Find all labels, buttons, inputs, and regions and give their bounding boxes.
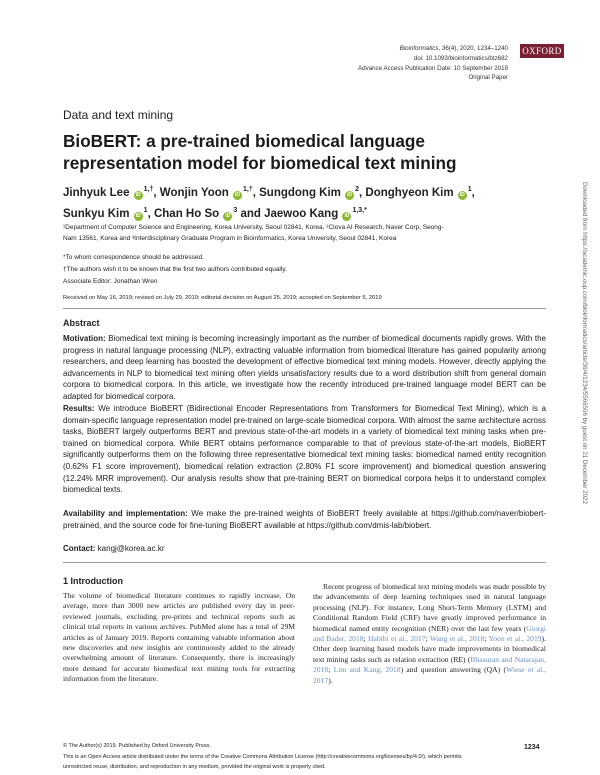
page-number: 1234 bbox=[524, 744, 540, 751]
intro-right-text: ). Other deep learning based models have made improvements in biomedical text mining tasks such as relation extraction (RE) ( bbox=[313, 634, 546, 664]
author-name[interactable]: Sungdong Kim bbox=[259, 186, 341, 199]
license-line: unrestricted reuse, distribution, and reproduction in any medium, provided the original work is properly cited. bbox=[63, 764, 326, 770]
author-affiliation-marker: 1,† bbox=[243, 186, 253, 193]
author-name[interactable]: Wonjin Yoon bbox=[159, 186, 229, 199]
doi[interactable]: doi: 10.1093/bioinformatics/btz682 bbox=[413, 54, 508, 62]
orcid-icon[interactable]: iD bbox=[135, 191, 141, 198]
abstract-results bbox=[63, 403, 546, 496]
citation-link[interactable]: Bhasuran and Natarajan, 2018 bbox=[313, 654, 546, 675]
journal-header bbox=[358, 44, 508, 83]
author-name[interactable]: Sunkyu Kim bbox=[63, 207, 130, 220]
author-list: Jinhyuk Lee $iD^{1,\dagger}$, Wonjin Yoon $iD^{1,\dagger}$, Sungdong Kim $iD^2$, Donghyeon Kim $iD^1$, Sunkyu Kim $iD^1$, Chan Ho So $iD^3$ and Jaewoo Kang $iD^{1,3,*}$ bbox=[63, 186, 475, 220]
author-affiliation-marker: 1 bbox=[143, 206, 148, 214]
author-affiliation-marker: 3 bbox=[233, 206, 238, 214]
paper-title bbox=[63, 130, 503, 174]
advance-access-date: Advance Access Publication Date: 10 September 2019 bbox=[358, 64, 508, 72]
received-dates: Received on May 16, 2019; revised on July 29, 2019; editorial decision on August 25, 2019; accepted on September 5, 2019 bbox=[63, 295, 382, 301]
introduction-heading: 1 Introduction bbox=[63, 576, 123, 586]
citation-separator: ; bbox=[425, 634, 430, 644]
correspondence-note: *To whom correspondence should be addressed. bbox=[63, 254, 204, 261]
affiliation-line: ¹Department of Computer Science and Engineering, Korea University, Seoul 02841, Korea, ²Clova AI Research, Naver Corp, Seong- bbox=[63, 224, 444, 231]
citation-separator: ; bbox=[328, 665, 334, 675]
contact-email[interactable]: kangj@korea.ac.kr bbox=[95, 544, 165, 553]
citation-separator: ; bbox=[363, 634, 368, 644]
results-label: Results: bbox=[63, 404, 95, 413]
divider bbox=[63, 562, 546, 563]
author-affiliation-marker: 1,3,* bbox=[352, 206, 367, 214]
citation-link[interactable]: Habibi et al., 2017 bbox=[367, 634, 426, 644]
orcid-icon[interactable]: iD bbox=[135, 212, 141, 219]
download-sidebar bbox=[582, 182, 594, 742]
author-name[interactable]: Jinhyuk Lee bbox=[63, 186, 130, 199]
author-name[interactable]: Jaewoo Kang bbox=[264, 207, 339, 220]
citation-link[interactable]: Lim and Kang, 2018 bbox=[333, 665, 401, 675]
orcid-icon[interactable]: iD bbox=[225, 212, 231, 219]
journal-name: Bioinformatics bbox=[399, 45, 439, 52]
orcid-icon[interactable]: iD bbox=[459, 191, 465, 198]
citation-separator: ; bbox=[484, 634, 489, 644]
contact-label: Contact: bbox=[63, 544, 96, 553]
author-and: and bbox=[240, 207, 261, 220]
affiliation-line: Nam 13561, Korea and ³Interdisciplinary Graduate Program in Bioinformatics, Korea University, Seoul 02841, Korea bbox=[63, 235, 397, 242]
section-label: Data and text mining bbox=[63, 108, 174, 122]
availability-text[interactable]: We make the pre-trained weights of BioBERT freely available at https://github.com/naver/biobert-pretrained, and the source code for fine-tuning BioBERT available at https://github.com/dmis-lab/biobert. bbox=[63, 509, 547, 530]
availability-label: Availability and implementation: bbox=[63, 509, 188, 518]
author-affiliation-marker: 2 bbox=[355, 186, 359, 193]
author-affiliation-marker: 1,† bbox=[143, 186, 154, 193]
author-name[interactable]: Chan Ho So bbox=[153, 207, 220, 220]
orcid-icon[interactable]: iD bbox=[235, 191, 240, 198]
affiliations bbox=[63, 222, 545, 244]
copyright-line: © The Author(s) 2019. Published by Oxford University Press. bbox=[63, 743, 211, 749]
results-text: We introduce BioBERT (Bidirectional Encoder Representations from Transformers for Biomedical Text Mining), which is a domain-specific language representation model pre-trained on large-scale biomedical corpora. With almost the same architecture across tasks, BioBERT largely outperforms BERT and previous state-of-the-art models in a variety of biomedical text mining tasks when pre-trained on biomedical corpora. While BERT obtains performance comparable to that of previous state-of-the-art models, BioBERT significantly outperforms them on the following three representative biomedical text mining tasks: biomedical named entity recognition (0.62% F1 score improvement), biomedical relation extraction (2.80% F1 score improvement) and biomedical question answering (12.24% MRR improvement). Our analysis results show that pre-training BERT on biomedical corpora helps it to understand complex biomedical texts. bbox=[63, 404, 546, 495]
license-line: This is an Open Access article distributed under the terms of the Creative Commons Attribution License (http://creativecommons.org/licenses/by/4.0/), which permits bbox=[63, 754, 462, 760]
citation-link[interactable]: Wiese et al., 2017 bbox=[313, 665, 546, 685]
intro-right-text: ). bbox=[328, 675, 333, 685]
title-line-2: representation model for biomedical text mining bbox=[63, 153, 457, 173]
divider bbox=[63, 308, 546, 309]
associate-editor: Associate Editor: Jonathan Wren bbox=[63, 278, 158, 285]
journal-citation: , 36(4), 2020, 1234–1240 bbox=[438, 45, 508, 52]
orcid-icon[interactable]: iD bbox=[344, 212, 350, 219]
citation-link[interactable]: Wang et al., 2018 bbox=[429, 634, 485, 644]
motivation-text: Biomedical text mining is becoming increasingly important as the number of biomedical documents rapidly grows. With the progress in natural language processing (NLP), extracting valuable information from biomedical literature has gained popularity among researchers, and deep learning has boosted the development of effective biomedical text mining models. However, directly applying the advancements in NLP to biomedical text mining often yields unsatisfactory results due to a word distribution shift from general domain corpora to biomedical corpora. In this article, we investigate how the recently introduced pre-trained language model BERT can be adapted for biomedical corpora. bbox=[63, 334, 546, 401]
abstract-availability bbox=[63, 508, 546, 531]
oxford-logo: OXFORD bbox=[520, 44, 564, 58]
intro-right-column bbox=[313, 582, 546, 686]
intro-left-column: The volume of biomedical literature continues to rapidly increase. On average, more than 3000 new articles are published every day in peer-reviewed journals, excluding pre-prints and technical reports such as clinical trial reports in various archives. PubMed alone has a total of 29M articles as of January 2019. Reports containing valuable information about new discoveries and new insights are continuously added to the already overwhelming amount of literature. Consequently, there is increasingly more demand for accurate biomedical text mining tools for extracting information from the literature. bbox=[63, 591, 295, 684]
citation-link[interactable]: Yoon et al., 2019 bbox=[488, 634, 542, 644]
abstract-motivation bbox=[63, 333, 546, 403]
title-line-1: BioBERT: a pre-trained biomedical language bbox=[63, 131, 425, 151]
citation-link[interactable]: Giorgi and Bader, 2018 bbox=[313, 623, 546, 644]
motivation-label: Motivation: bbox=[63, 334, 106, 343]
paper-type: Original Paper bbox=[468, 74, 508, 82]
author-name[interactable]: Donghyeon Kim bbox=[365, 186, 454, 199]
download-notice[interactable]: Downloaded from https://academic.oup.com/bioinformatics/article/36/4/1234/5566506 by guest on 21 December 2022 bbox=[581, 182, 588, 504]
abstract-contact bbox=[63, 543, 546, 555]
orcid-icon[interactable]: iD bbox=[347, 191, 353, 198]
author-affiliation-marker: 1 bbox=[467, 186, 472, 193]
intro-right-text: ) and question answering (QA) ( bbox=[400, 665, 506, 675]
equal-contribution-note: †The authors wish it to be known that the first two authors contributed equally. bbox=[63, 266, 287, 273]
abstract-heading: Abstract bbox=[63, 318, 100, 328]
intro-right-text: Recent progress of biomedical text mining models was made possible by the advancements of deep learning techniques used in natural language processing (NLP). For instance, Long Short-Term Memory (LSTM) and Conditional Random Field (CRF) have greatly improved performance in biomedical named entity recognition (NER) over the last few years ( bbox=[313, 582, 546, 633]
